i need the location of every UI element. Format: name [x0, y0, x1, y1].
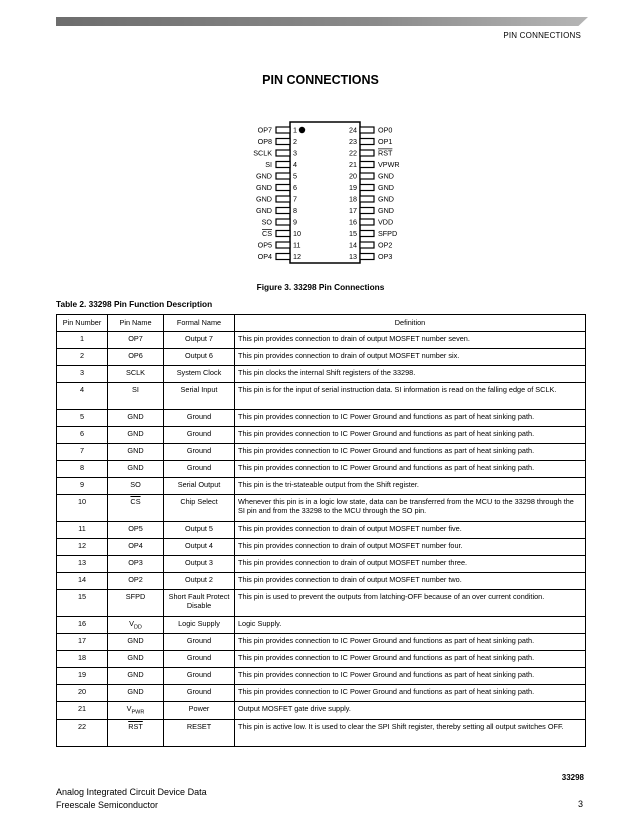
table-row — [57, 383, 586, 410]
cell-definition — [235, 702, 586, 719]
footer-publication — [56, 786, 207, 811]
cell-definition-text: This pin provides connection to drain of output MOSFET number four. — [238, 541, 463, 550]
cell-pin-number — [57, 668, 108, 685]
pin-lead — [360, 173, 374, 179]
cell-pin-name — [108, 556, 164, 573]
cell-pin-name — [108, 719, 164, 746]
footer-part-number: 33298 — [561, 773, 584, 782]
cell-definition-text: This pin is used to prevent the outputs from latching-OFF because of an over current condition. — [238, 592, 545, 601]
table-row — [57, 332, 586, 349]
cell-definition — [235, 495, 586, 522]
pin-lead — [360, 219, 374, 225]
cell-pin-number-text: 19 — [77, 670, 87, 680]
cell-formal-name — [164, 495, 235, 522]
table-header-row — [57, 315, 586, 332]
cell-pin-number-text: 4 — [79, 385, 85, 394]
cell-pin-name-text: SFPD — [125, 592, 146, 601]
footer-line-2: Freescale Semiconductor — [56, 799, 159, 810]
pin-number-label: 17 — [349, 206, 357, 215]
cell-formal-name — [164, 617, 235, 634]
cell-pin-name-text: V — [126, 704, 132, 714]
pin-number-label: 13 — [349, 252, 357, 261]
pin-name-label: OP5 — [257, 240, 272, 250]
cell-formal-name-text: Serial Input — [180, 385, 218, 394]
cell-formal-name — [164, 366, 235, 383]
cell-pin-name — [108, 573, 164, 590]
pin-lead — [360, 139, 374, 145]
cell-definition-text: This pin is the tri-stateable output from the Shift register. — [238, 480, 419, 489]
pin-lead — [276, 127, 290, 133]
table-row — [57, 366, 586, 383]
table-row — [57, 495, 586, 522]
pin-name-label: GND — [378, 206, 394, 215]
cell-definition-text: This pin provides connection to IC Power Ground and functions as part of heat sinking path. — [238, 687, 535, 697]
cell-formal-name-text: Ground — [186, 446, 212, 455]
pin-number-label: 24 — [349, 125, 357, 135]
cell-pin-number-text: 11 — [78, 524, 86, 533]
cell-formal-name — [164, 668, 235, 685]
cell-pin-name — [108, 410, 164, 427]
cell-pin-number — [57, 444, 108, 461]
pin-number-label: 20 — [349, 171, 357, 181]
cell-pin-number — [57, 590, 108, 617]
table-row — [57, 349, 586, 366]
cell-formal-name — [164, 685, 235, 702]
table-row — [57, 556, 586, 573]
cell-formal-name — [164, 719, 235, 746]
cell-definition — [235, 685, 586, 702]
cell-pin-name — [108, 461, 164, 478]
cell-definition — [235, 617, 586, 634]
cell-formal-name-text: RESET — [186, 721, 212, 731]
pin-lead — [276, 254, 290, 260]
cell-definition — [235, 427, 586, 444]
cell-pin-number — [57, 366, 108, 383]
cell-pin-number — [57, 427, 108, 444]
cell-formal-name-text: Ground — [186, 463, 212, 472]
pin-name-label: VDD — [378, 217, 394, 227]
pin-name-label: OP3 — [378, 252, 393, 261]
cell-definition — [235, 478, 586, 495]
pin-lead — [276, 185, 290, 191]
cell-pin-number-text: 10 — [77, 497, 87, 506]
cell-definition-text: This pin provides connection to IC Power Ground and functions as part of heat sinking path. — [238, 670, 535, 680]
cell-formal-name — [164, 332, 235, 349]
cell-formal-name — [164, 651, 235, 668]
cell-pin-name — [108, 366, 164, 383]
pin-lead — [276, 150, 290, 156]
cell-formal-name-text: Ground — [186, 636, 212, 646]
cell-definition — [235, 668, 586, 685]
cell-pin-name-text: OP5 — [128, 524, 143, 533]
cell-definition-text: This pin provides connection to IC Power Ground and functions as part of heat sinking path. — [238, 636, 535, 646]
cell-formal-name-text: Ground — [186, 687, 212, 697]
cell-definition — [235, 383, 586, 410]
cell-pin-name-text: OP4 — [128, 541, 143, 550]
pin-name-label: GND — [378, 183, 394, 192]
cell-pin-number-text: 18 — [77, 653, 87, 663]
pin-name-label: OP0 — [378, 125, 393, 135]
cell-pin-number-text: 9 — [79, 480, 85, 489]
page-number: 3 — [577, 799, 583, 809]
cell-formal-name — [164, 444, 235, 461]
pin-name-label: GND — [256, 206, 272, 215]
pin-number-label: 1 — [293, 125, 297, 135]
cell-formal-name — [164, 702, 235, 719]
cell-pin-number-text: 22 — [77, 721, 87, 731]
cell-pin-number-text: 8 — [79, 463, 85, 472]
cell-formal-name — [164, 634, 235, 651]
pin-number-label: 16 — [349, 217, 357, 227]
cell-formal-name-text: Output 3 — [185, 558, 213, 567]
cell-definition-text: This pin provides connection to IC Power Ground and functions as part of heat sinking path. — [238, 446, 535, 455]
cell-formal-name-text: Short Fault Protect Disable — [168, 592, 230, 611]
cell-formal-name — [164, 427, 235, 444]
cell-pin-name-text: GND — [127, 463, 144, 472]
pin-number-label: 15 — [349, 229, 357, 238]
cell-pin-name — [108, 332, 164, 349]
table-row — [57, 617, 586, 634]
cell-formal-name — [164, 461, 235, 478]
cell-pin-name-text: GND — [127, 636, 144, 646]
cell-definition-text: This pin provides connection to drain of output MOSFET number seven. — [238, 334, 470, 343]
cell-definition — [235, 539, 586, 556]
cell-pin-name — [108, 495, 164, 522]
pin-name-label: OP4 — [257, 252, 272, 261]
cell-pin-number — [57, 349, 108, 366]
cell-definition-text: Output MOSFET gate drive supply. — [238, 704, 351, 714]
cell-definition-text: This pin provides connection to IC Power Ground and functions as part of heat sinking path. — [238, 463, 535, 472]
cell-pin-number — [57, 702, 108, 719]
cell-formal-name — [164, 539, 235, 556]
cell-pin-number-text: 6 — [79, 429, 85, 438]
pin-number-label: 9 — [293, 217, 297, 227]
pin-name-label: OP2 — [378, 240, 393, 250]
cell-pin-number — [57, 478, 108, 495]
cell-pin-number-text: 13 — [77, 558, 87, 567]
cell-definition-text: Whenever this pin is in a logic low state, data can be transferred from the MCU to the 33298 through the SI pin and from the 33298 to the MCU through the SO pin. — [238, 497, 574, 516]
cell-definition — [235, 332, 586, 349]
cell-formal-name — [164, 410, 235, 427]
cell-pin-name — [108, 444, 164, 461]
cell-pin-name — [108, 427, 164, 444]
cell-pin-number-text: 14 — [77, 575, 87, 584]
cell-pin-name-text: SCLK — [125, 368, 146, 377]
pin-lead — [276, 162, 290, 168]
table-row — [57, 539, 586, 556]
cell-formal-name — [164, 383, 235, 410]
cell-pin-name-text: GND — [127, 429, 144, 438]
figure-caption: Figure 3. 33298 Pin Connections — [256, 282, 385, 292]
cell-definition — [235, 590, 586, 617]
header-bar — [56, 17, 588, 26]
pin-name-label: OP7 — [257, 125, 272, 135]
table-row — [57, 634, 586, 651]
cell-pin-name — [108, 522, 164, 539]
pinout-diagram — [0, 118, 641, 268]
cell-pin-number-text: 17 — [77, 636, 87, 646]
cell-pin-name — [108, 651, 164, 668]
pin-lead — [360, 208, 374, 214]
pin-number-label: 10 — [293, 229, 301, 238]
cell-pin-name-text: OP3 — [128, 558, 143, 567]
cell-formal-name-text: Output 5 — [185, 524, 213, 533]
table-row — [57, 573, 586, 590]
cell-pin-name-text: V — [129, 619, 134, 628]
table-row — [57, 719, 586, 746]
cell-definition-text: Logic Supply. — [238, 619, 282, 628]
pin-number-label: 2 — [293, 137, 297, 146]
pin-lead — [360, 254, 374, 260]
pin-name-label: GND — [256, 171, 272, 181]
cell-definition-text: This pin provides connection to drain of output MOSFET number three. — [238, 558, 468, 567]
cell-pin-name — [108, 383, 164, 410]
pin-name-label: GND — [256, 194, 272, 204]
pin-number-label: 21 — [349, 160, 357, 169]
cell-formal-name — [164, 556, 235, 573]
cell-pin-name-text: GND — [127, 412, 144, 421]
cell-pin-name — [108, 668, 164, 685]
pin-name-label: SCLK — [253, 148, 272, 158]
pin-lead — [360, 231, 374, 237]
cell-definition-text: This pin is for the input of serial instruction data. SI information is read on the falling edge of SCLK. — [238, 385, 557, 394]
cell-pin-name-text: OP2 — [128, 575, 143, 584]
cell-definition — [235, 522, 586, 539]
pin-lead — [360, 127, 374, 133]
table-row — [57, 461, 586, 478]
cell-pin-name — [108, 617, 164, 634]
cell-pin-name — [108, 349, 164, 366]
table-row — [57, 702, 586, 719]
cell-pin-number — [57, 495, 108, 522]
pin-name-label: VPWR — [378, 160, 400, 169]
cell-pin-name — [108, 634, 164, 651]
cell-pin-name — [108, 590, 164, 617]
pin-number-label: 19 — [349, 183, 357, 192]
pin-number-label: 18 — [349, 194, 357, 204]
cell-definition-text: This pin provides connection to drain of output MOSFET number two. — [238, 575, 462, 584]
cell-definition-text: This pin provides connection to IC Power Ground and functions as part of heat sinking path. — [238, 412, 535, 421]
cell-pin-name-text: $\overline{RST}$ — [128, 721, 143, 731]
cell-formal-name-text: Power — [188, 704, 210, 714]
table-row — [57, 427, 586, 444]
cell-formal-name-text: Ground — [186, 412, 212, 421]
cell-pin-name-text: OP7 — [128, 334, 143, 343]
pin-number-label: 23 — [349, 137, 357, 146]
cell-pin-name-text: GND — [127, 653, 144, 663]
cell-definition — [235, 349, 586, 366]
pin-lead — [276, 139, 290, 145]
cell-formal-name-text: Ground — [186, 670, 212, 680]
cell-pin-name — [108, 478, 164, 495]
col-header-pin-number: Pin Number — [57, 315, 108, 332]
footer-line-1: Analog Integrated Circuit Device Data — [56, 787, 207, 797]
cell-pin-number — [57, 332, 108, 349]
cell-definition — [235, 719, 586, 746]
cell-pin-name-subscript: PWR — [131, 709, 145, 716]
pin-lead — [360, 196, 374, 202]
pin-number-label: 7 — [293, 194, 297, 204]
cell-pin-name-text: SI — [132, 385, 139, 394]
pin-name-label: OP8 — [257, 137, 272, 146]
pin-number-label: 5 — [293, 171, 297, 181]
cell-pin-number-text: 1 — [79, 334, 85, 343]
cell-pin-number — [57, 651, 108, 668]
pin-lead — [360, 150, 374, 156]
cell-formal-name-text: System Clock — [176, 368, 222, 377]
pin-number-label: 8 — [293, 206, 297, 215]
cell-pin-name-text: GND — [127, 670, 144, 680]
cell-pin-name-text: GND — [127, 446, 144, 455]
cell-pin-number-text: 5 — [79, 412, 85, 421]
pin-name-label: GND — [378, 171, 394, 181]
pin-number-label: 6 — [293, 183, 297, 192]
pin-name-label: GND — [256, 183, 272, 192]
cell-pin-number-text: 20 — [77, 687, 87, 697]
col-header-definition: Definition — [235, 315, 586, 332]
cell-pin-number-text: 15 — [77, 592, 87, 601]
cell-definition — [235, 634, 586, 651]
cell-formal-name — [164, 590, 235, 617]
col-header-pin-name: Pin Name — [108, 315, 164, 332]
pin-lead — [276, 196, 290, 202]
cell-pin-number — [57, 719, 108, 746]
cell-pin-name-subscript: DD — [133, 624, 142, 631]
table-row — [57, 410, 586, 427]
pin-lead — [276, 208, 290, 214]
cell-pin-number — [57, 410, 108, 427]
cell-pin-number-text: 16 — [77, 619, 87, 628]
pin-name-label: CS — [262, 229, 272, 238]
col-header-formal-name: Formal Name — [164, 315, 235, 332]
cell-definition — [235, 366, 586, 383]
pin-name-label: OP1 — [378, 137, 393, 146]
cell-definition-text: This pin provides connection to drain of output MOSFET number six. — [238, 351, 460, 360]
cell-definition-text: This pin clocks the internal Shift registers of the 33298. — [238, 368, 416, 377]
cell-formal-name — [164, 478, 235, 495]
cell-pin-number — [57, 522, 108, 539]
pin-lead — [360, 242, 374, 248]
pin1-marker — [299, 127, 305, 133]
section-label: PIN CONNECTIONS — [503, 31, 581, 40]
table-row — [57, 444, 586, 461]
cell-definition — [235, 444, 586, 461]
cell-formal-name-text: Output 7 — [185, 334, 213, 343]
cell-definition-text: This pin provides connection to drain of output MOSFET number five. — [238, 524, 462, 533]
pin-number-label: 11 — [293, 240, 301, 250]
cell-pin-number — [57, 556, 108, 573]
cell-formal-name-text: Ground — [186, 429, 212, 438]
cell-pin-name-text: GND — [127, 687, 144, 697]
cell-pin-number — [57, 634, 108, 651]
pin-name-label: RST — [378, 148, 393, 158]
cell-formal-name-text: Chip Select — [180, 497, 218, 506]
cell-pin-name — [108, 539, 164, 556]
table-row — [57, 651, 586, 668]
pin-function-table — [56, 314, 586, 747]
pin-lead — [276, 231, 290, 237]
table-row — [57, 522, 586, 539]
cell-pin-number-text: 3 — [79, 368, 85, 377]
cell-pin-number — [57, 383, 108, 410]
cell-pin-number — [57, 685, 108, 702]
pin-name-label: SO — [261, 217, 272, 227]
table-row — [57, 668, 586, 685]
cell-formal-name — [164, 522, 235, 539]
pin-lead — [360, 185, 374, 191]
cell-pin-number — [57, 617, 108, 634]
cell-definition — [235, 573, 586, 590]
cell-formal-name — [164, 573, 235, 590]
cell-formal-name-text: Logic Supply — [178, 619, 220, 628]
cell-definition-text: This pin provides connection to IC Power Ground and functions as part of heat sinking path. — [238, 429, 535, 438]
cell-formal-name-text: Output 2 — [185, 575, 213, 584]
cell-definition — [235, 461, 586, 478]
cell-pin-name — [108, 702, 164, 719]
pin-lead — [276, 173, 290, 179]
pin-number-label: 14 — [349, 240, 357, 250]
cell-definition — [235, 651, 586, 668]
pin-lead — [276, 219, 290, 225]
pin-name-label: GND — [378, 194, 394, 204]
cell-pin-number — [57, 461, 108, 478]
pin-number-label: 22 — [349, 148, 357, 158]
cell-formal-name-text: Output 4 — [185, 541, 213, 550]
pin-name-label: SI — [265, 160, 272, 169]
cell-definition-text: This pin is active low. It is used to clear the SPI Shift register, thereby setting all output switches OFF. — [238, 721, 564, 731]
table-caption: Table 2. 33298 Pin Function Description — [56, 299, 213, 309]
pin-name-label: SFPD — [378, 229, 398, 238]
cell-pin-name-text: OP6 — [128, 351, 143, 360]
cell-definition-text: This pin provides connection to IC Power Ground and functions as part of heat sinking path. — [238, 653, 535, 663]
page-title: PIN CONNECTIONS — [262, 73, 379, 87]
cell-pin-number — [57, 539, 108, 556]
cell-pin-name-text: SO — [130, 480, 141, 489]
cell-pin-number-text: 7 — [79, 446, 85, 455]
pin-lead — [276, 242, 290, 248]
cell-pin-number-text: 12 — [77, 541, 87, 550]
cell-formal-name-text: Serial Output — [177, 480, 221, 489]
cell-formal-name-text: Output 6 — [185, 351, 213, 360]
table-row — [57, 685, 586, 702]
cell-pin-number-text: 2 — [79, 351, 85, 360]
table-row — [57, 590, 586, 617]
cell-pin-number-text: 21 — [77, 704, 87, 714]
cell-pin-name-text: $\overline{CS}$ — [130, 497, 141, 506]
cell-definition — [235, 556, 586, 573]
cell-formal-name-text: Ground — [186, 653, 212, 663]
cell-definition — [235, 410, 586, 427]
cell-pin-name — [108, 685, 164, 702]
pin-number-label: 4 — [293, 160, 297, 169]
table-row — [57, 478, 586, 495]
pin-lead — [360, 162, 374, 168]
cell-formal-name — [164, 349, 235, 366]
pin-number-label: 3 — [293, 148, 297, 158]
pin-number-label: 12 — [293, 252, 301, 261]
cell-pin-number — [57, 573, 108, 590]
